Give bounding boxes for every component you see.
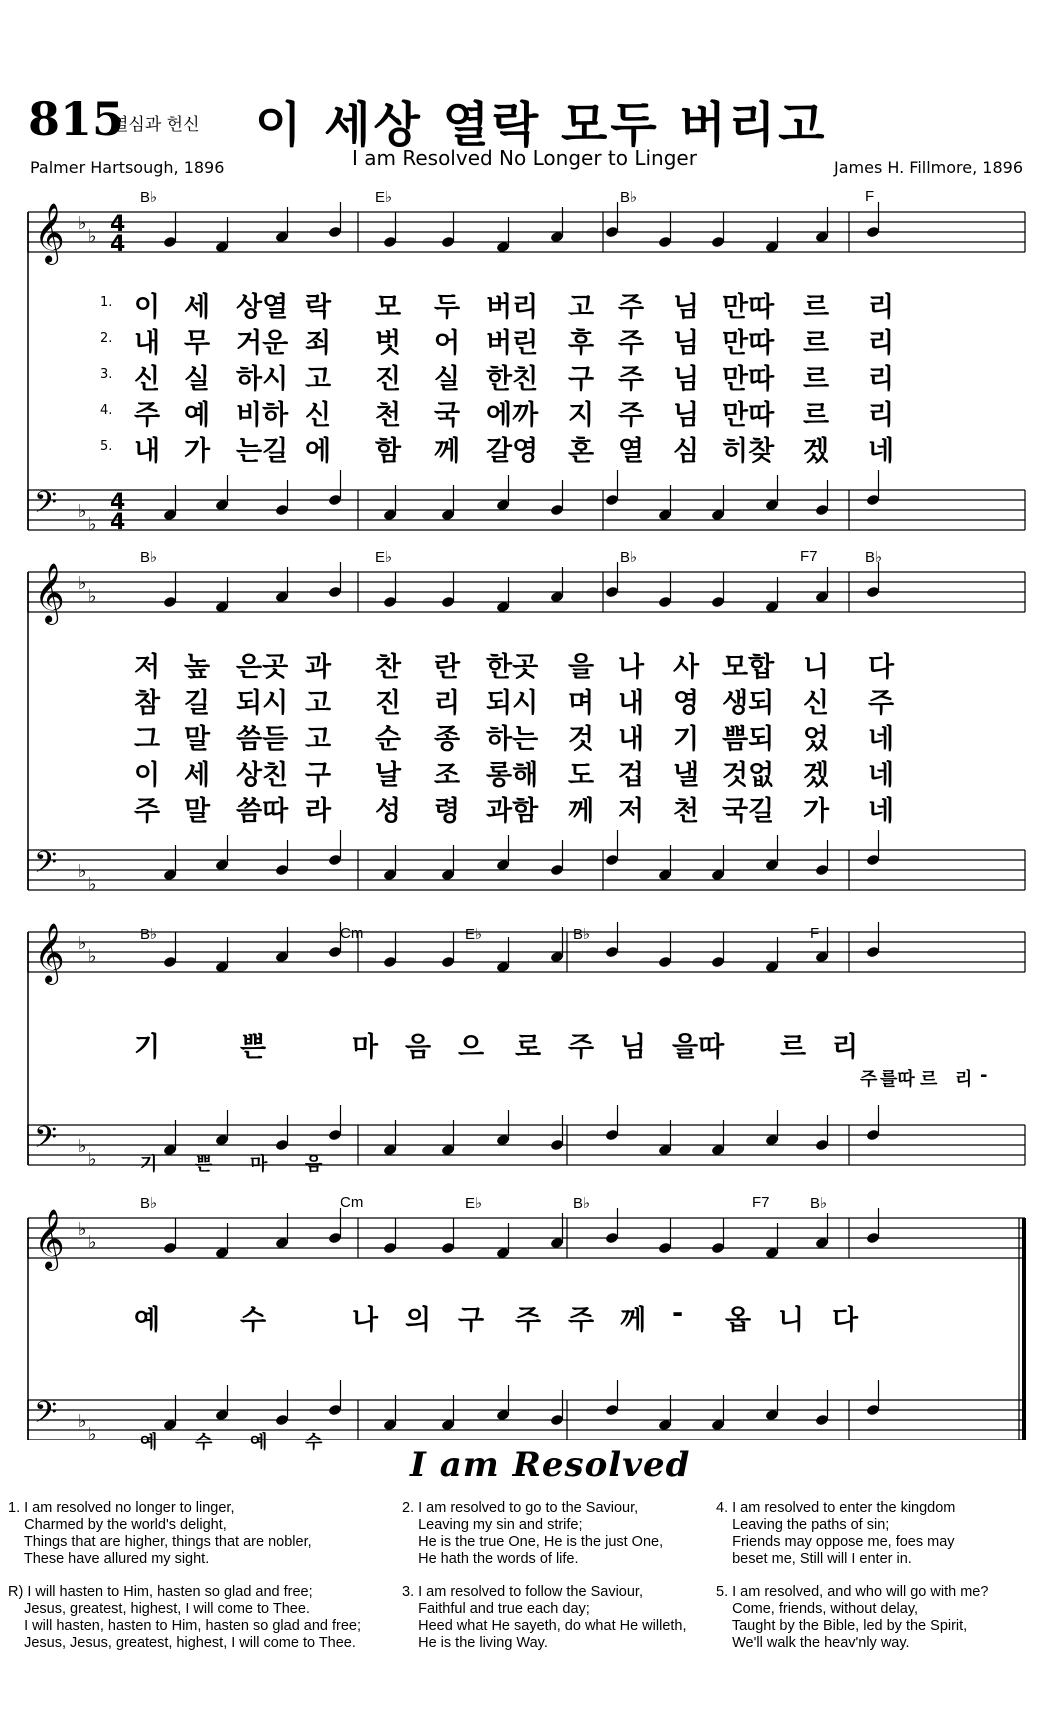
chord-symbol: B♭ [140, 1195, 158, 1212]
refrain2-bass-syllable: 예 [140, 1432, 158, 1453]
lyric-syllable-sys1: 열 [618, 436, 645, 467]
lyric-syllable-sys2: 조 [434, 760, 461, 791]
refrain2-syllable: 수 [240, 1305, 267, 1336]
lyric-syllable-sys2: 내 [618, 688, 645, 719]
key-flat: ♭ [88, 226, 97, 247]
lyric-syllable-sys2: 되시 [236, 688, 289, 719]
lyric-syllable-sys2: 종 [434, 724, 461, 755]
hymn-category: 열심과 헌신 [112, 115, 200, 135]
lyric-syllable-sys2: 세 [184, 760, 211, 791]
lyric-syllable-sys1: 겠 [803, 436, 830, 467]
key-flat: ♭ [88, 1232, 97, 1253]
lyric-syllable-sys1: 지 [568, 400, 595, 431]
refrain-syllable: 음 [405, 1032, 432, 1063]
key-flat: ♭ [78, 501, 87, 522]
refrain-syllable: 로 [515, 1032, 542, 1063]
lyric-syllable-sys1: 고 [568, 292, 595, 323]
refrain-syllable: 르 [780, 1032, 807, 1063]
lyric-syllable-sys1: 후 [568, 328, 595, 359]
lyric-syllable-sys2: 저 [618, 796, 645, 827]
lyric-syllable-sys1: 예 [184, 400, 211, 431]
chord-symbol: B♭ [140, 926, 158, 943]
verse-number: 5. [100, 439, 113, 454]
refrain-syllable: 기 [134, 1032, 161, 1063]
lyric-syllable-sys2: 길 [184, 688, 211, 719]
time-sig-bottom: 4 [110, 510, 126, 535]
lyric-syllable-sys1: 리 [868, 400, 895, 431]
treble-clef: 𝄞 [34, 563, 65, 623]
refrain-syllable: 으 [458, 1032, 485, 1063]
lyric-syllable-sys1: 진 [375, 364, 402, 395]
lyric-syllable-sys1: 주 [618, 292, 645, 323]
refrain-syllable: 주 [568, 1032, 595, 1063]
english-verse-2: 2. I am resolved to go to the Saviour, Leaving my sin and strife; He is the true One, He is the just One, He hath the words of life. [402, 1500, 664, 1567]
key-flat: ♭ [88, 1424, 97, 1440]
lyric-syllable-sys2: 씀듣 [236, 724, 289, 755]
lyric-syllable-sys2: 주 [868, 688, 895, 719]
lyric-syllable-sys2: 과 [305, 652, 332, 683]
lyric-syllable-sys1: 버린 [486, 328, 539, 359]
lyric-syllable-sys2: 영 [673, 688, 700, 719]
lyric-syllable-sys1: 르 [803, 328, 830, 359]
lyric-syllable-sys2: 주 [134, 796, 161, 827]
lyric-syllable-sys2: 은곳 [236, 652, 289, 683]
lyric-syllable-sys2: 나 [618, 652, 645, 683]
refrain2-syllable: 옵 [725, 1305, 752, 1336]
lyric-syllable-sys1: 가 [184, 436, 211, 467]
lyric-syllable-sys1: 만따 [722, 328, 775, 359]
refrain-syllable: 쁜 [240, 1032, 267, 1063]
korean-title: 이 세상 열락 모두 버리고 [255, 97, 828, 153]
lyric-syllable-sys1: 리 [868, 328, 895, 359]
lyric-syllable-sys1: 르 [803, 364, 830, 395]
refrain-bass-syllable-2: 기 [140, 1154, 158, 1175]
lyric-syllable-sys1: 하시 [236, 364, 289, 395]
lyric-syllable-sys1: 국 [434, 400, 461, 431]
lyric-syllable-sys1: 르 [803, 400, 830, 431]
lyric-syllable-sys1: 세 [184, 292, 211, 323]
lyric-syllable-sys1: 실 [434, 364, 461, 395]
refrain-syllable: 님 [620, 1032, 647, 1063]
key-flat: ♭ [78, 1411, 87, 1432]
poet-credit: Palmer Hartsough, 1896 [30, 158, 225, 177]
refrain2-syllable: - [672, 1298, 684, 1329]
chord-symbol: B♭ [573, 926, 591, 943]
key-flat: ♭ [88, 586, 97, 607]
lyric-syllable-sys1: 리 [868, 292, 895, 323]
lyric-syllable-sys2: 다 [868, 652, 895, 683]
lyric-syllable-sys1: 심 [673, 436, 700, 467]
key-flat: ♭ [78, 1136, 87, 1157]
key-flat: ♭ [88, 514, 97, 535]
lyric-syllable-sys1: 주 [618, 364, 645, 395]
lyric-syllable-sys2: 신 [803, 688, 830, 719]
lyric-syllable-sys2: 이 [134, 760, 161, 791]
refrain2-bass-syllable: 수 [195, 1432, 213, 1453]
lyric-syllable-sys2: 고 [305, 688, 332, 719]
lyric-syllable-sys1: 천 [375, 400, 402, 431]
lyric-syllable-sys1: 어 [434, 328, 461, 359]
key-flat: ♭ [78, 933, 87, 954]
lyric-syllable-sys2: 낼 [673, 760, 700, 791]
lyric-syllable-sys2: 진 [375, 688, 402, 719]
lyric-syllable-sys1: 한친 [486, 364, 539, 395]
lyric-syllable-sys2: 겠 [803, 760, 830, 791]
refrain-bass-syllable-2: 마 [250, 1154, 268, 1175]
lyric-syllable-sys1: 만따 [722, 292, 775, 323]
chord-symbol: F7 [752, 1194, 770, 1211]
lyric-syllable-sys2: 것없 [722, 760, 775, 791]
lyric-syllable-sys2: 네 [868, 796, 895, 827]
refrain2-syllable: 주 [568, 1305, 595, 1336]
chord-symbol: F [810, 925, 820, 942]
chord-symbol: B♭ [865, 549, 883, 566]
lyric-syllable-sys1: 네 [868, 436, 895, 467]
lyric-syllable-sys1: 히찾 [722, 436, 775, 467]
refrain2-syllable: 께 [620, 1305, 647, 1336]
lyric-syllable-sys1: 내 [134, 436, 161, 467]
lyric-syllable-sys2: 었 [803, 724, 830, 755]
key-flat: ♭ [78, 1219, 87, 1240]
lyric-syllable-sys1: 주 [618, 328, 645, 359]
lyric-syllable-sys2: 한곳 [486, 652, 539, 683]
composer-credit: James H. Fillmore, 1896 [833, 158, 1023, 177]
lyric-syllable-sys1: 무 [184, 328, 211, 359]
lyric-syllable-sys2: 높 [184, 652, 211, 683]
chord-symbol: Cm [340, 1194, 364, 1211]
lyric-syllable-sys2: 과함 [486, 796, 539, 827]
lyric-syllable-sys2: 말 [184, 796, 211, 827]
lyric-syllable-sys2: 며 [568, 688, 595, 719]
bass-clef: 𝄢 [34, 1121, 58, 1162]
english-heading: I am Resolved [410, 1445, 691, 1485]
lyric-syllable-sys2: 란 [434, 652, 461, 683]
lyric-syllable-sys2: 내 [618, 724, 645, 755]
lyric-syllable-sys1: 르 [803, 292, 830, 323]
key-flat: ♭ [78, 213, 87, 234]
refrain2-bass-syllable: 예 [250, 1432, 268, 1453]
lyric-syllable-sys2: 천 [673, 796, 700, 827]
chord-symbol: E♭ [375, 549, 393, 566]
verse-number: 2. [100, 331, 113, 346]
refrain2-bass-syllable: 수 [305, 1432, 323, 1453]
lyric-syllable-sys1: 고 [305, 364, 332, 395]
lyric-syllable-sys2: 리 [434, 688, 461, 719]
lyric-syllable-sys2: 도 [568, 760, 595, 791]
lyric-syllable-sys1: 상열 [236, 292, 289, 323]
lyric-syllable-sys2: 모합 [722, 652, 775, 683]
refrain-bass-syllable: 를따 [880, 1069, 915, 1090]
lyric-syllable-sys2: 고 [305, 724, 332, 755]
chord-symbol: E♭ [465, 1195, 483, 1212]
refrain2-syllable: 주 [515, 1305, 542, 1336]
refrain-syllable: 을따 [672, 1032, 725, 1063]
lyric-syllable-sys2: 네 [868, 760, 895, 791]
lyric-syllable-sys1: 신 [305, 400, 332, 431]
lyric-syllable-sys1: 락 [305, 292, 332, 323]
lyric-syllable-sys2: 롱해 [486, 760, 539, 791]
hymn-number: 815 [28, 92, 125, 146]
key-flat: ♭ [88, 1149, 97, 1170]
english-verse-1: 1. I am resolved no longer to linger, Charmed by the world's delight, Things that are higher, things that are nobler, These have allured my sight. [8, 1500, 312, 1567]
lyric-syllable-sys2: 기 [673, 724, 700, 755]
lyric-syllable-sys1: 함 [375, 436, 402, 467]
lyric-syllable-sys2: 찬 [375, 652, 402, 683]
chord-symbol: E♭ [375, 189, 393, 206]
key-flat: ♭ [88, 874, 97, 895]
refrain-bass-syllable-2: 쁜 [195, 1154, 213, 1175]
lyric-syllable-sys1: 님 [673, 328, 700, 359]
lyric-syllable-sys2: 겁 [618, 760, 645, 791]
chord-symbol: B♭ [620, 549, 638, 566]
verse-number: 3. [100, 367, 113, 382]
refrain-bass-syllable-2: 음 [305, 1154, 323, 1175]
lyric-syllable-sys2: 령 [434, 796, 461, 827]
lyric-syllable-sys2: 상친 [236, 760, 289, 791]
chord-symbol: B♭ [620, 189, 638, 206]
lyric-syllable-sys1: 신 [134, 364, 161, 395]
treble-clef: 𝄞 [34, 203, 65, 263]
lyric-syllable-sys2: 날 [375, 760, 402, 791]
lyric-syllable-sys1: 갈영 [486, 436, 539, 467]
refrain-bass-syllable: 리 [955, 1069, 973, 1090]
lyric-syllable-sys1: 혼 [568, 436, 595, 467]
lyric-syllable-sys2: 사 [673, 652, 700, 683]
lyric-syllable-sys1: 실 [184, 364, 211, 395]
verse-number: 1. [100, 295, 113, 310]
lyric-syllable-sys1: 비하 [236, 400, 289, 431]
lyric-syllable-sys1: 만따 [722, 400, 775, 431]
lyric-syllable-sys2: 성 [375, 796, 402, 827]
lyric-syllable-sys1: 님 [673, 292, 700, 323]
verse-number: 4. [100, 403, 113, 418]
lyric-syllable-sys1: 내 [134, 328, 161, 359]
english-verse-3: 3. I am resolved to follow the Saviour, Faithful and true each day; Heed what He sayeth, do what He willeth, He is the living Way. [402, 1584, 687, 1651]
lyric-syllable-sys2: 참 [134, 688, 161, 719]
chord-symbol: Cm [340, 925, 364, 942]
lyric-syllable-sys2: 구 [305, 760, 332, 791]
refrain2-syllable: 의 [405, 1305, 432, 1336]
lyric-syllable-sys1: 버리 [486, 292, 539, 323]
refrain-syllable: 리 [832, 1032, 859, 1063]
lyric-syllable-sys2: 순 [375, 724, 402, 755]
refrain2-syllable: 구 [458, 1305, 485, 1336]
lyric-syllable-sys1: 모 [375, 292, 402, 323]
lyric-syllable-sys2: 가 [803, 796, 830, 827]
bass-clef: 𝄢 [34, 846, 58, 887]
lyric-syllable-sys1: 께 [434, 436, 461, 467]
treble-clef: 𝄞 [34, 923, 65, 983]
chord-symbol: B♭ [573, 1195, 591, 1212]
lyric-syllable-sys2: 되시 [486, 688, 539, 719]
lyric-syllable-sys1: 구 [568, 364, 595, 395]
lyric-syllable-sys2: 라 [305, 796, 332, 827]
key-flat: ♭ [78, 861, 87, 882]
lyric-syllable-sys2: 쁨되 [722, 724, 775, 755]
lyric-syllable-sys2: 하는 [486, 724, 539, 755]
refrain-bass-syllable: 르 [920, 1069, 938, 1090]
chord-symbol: F7 [800, 548, 818, 565]
lyric-syllable-sys1: 죄 [305, 328, 332, 359]
time-sig-bottom: 4 [110, 232, 126, 257]
lyric-syllable-sys1: 에 [305, 436, 332, 467]
lyric-syllable-sys2: 니 [803, 652, 830, 683]
lyric-syllable-sys1: 만따 [722, 364, 775, 395]
lyric-syllable-sys2: 께 [568, 796, 595, 827]
refrain2-syllable: 예 [134, 1305, 161, 1336]
refrain-syllable: 마 [352, 1032, 379, 1063]
chord-symbol: B♭ [140, 549, 158, 566]
lyric-syllable-sys1: 에까 [486, 400, 539, 431]
lyric-syllable-sys2: 을 [568, 652, 595, 683]
chord-symbol: B♭ [140, 189, 158, 206]
english-title: I am Resolved No Longer to Linger [352, 146, 697, 170]
lyric-syllable-sys1: 이 [134, 292, 161, 323]
lyric-syllable-sys2: 저 [134, 652, 161, 683]
english-verse-4: 4. I am resolved to enter the kingdom Leaving the paths of sin; Friends may oppose me, foes may beset me, Still will I enter in. [716, 1500, 956, 1567]
lyric-syllable-sys1: 주 [618, 400, 645, 431]
lyric-syllable-sys2: 말 [184, 724, 211, 755]
bass-clef: 𝄢 [34, 1396, 58, 1437]
english-verse-5: 5. I am resolved, and who will go with me? Come, friends, without delay, Taught by the Bible, led by the Spirit, We'll walk the heav'nly way. [716, 1584, 989, 1651]
refrain2-syllable: 다 [832, 1305, 859, 1336]
lyric-syllable-sys2: 네 [868, 724, 895, 755]
time-sig-top: 4 [110, 490, 126, 515]
lyric-syllable-sys1: 는길 [236, 436, 289, 467]
lyric-syllable-sys2: 그 [134, 724, 161, 755]
refrain2-syllable: 니 [778, 1305, 805, 1336]
lyric-syllable-sys2: 생되 [722, 688, 775, 719]
time-sig-top: 4 [110, 212, 126, 237]
lyric-syllable-sys1: 벗 [375, 328, 402, 359]
lyric-syllable-sys1: 주 [134, 400, 161, 431]
refrain-bass-syllable: 주 [860, 1069, 878, 1090]
lyric-syllable-sys1: 님 [673, 400, 700, 431]
lyric-syllable-sys1: 두 [434, 292, 461, 323]
chord-symbol: E♭ [465, 926, 483, 943]
lyric-syllable-sys2: 씀따 [236, 796, 289, 827]
key-flat: ♭ [78, 573, 87, 594]
treble-clef: 𝄞 [34, 1209, 65, 1269]
lyric-syllable-sys1: 님 [673, 364, 700, 395]
chord-symbol: F [865, 188, 875, 205]
lyric-syllable-sys2: 것 [568, 724, 595, 755]
lyric-syllable-sys1: 거운 [236, 328, 289, 359]
key-flat: ♭ [88, 946, 97, 967]
lyric-syllable-sys2: 국길 [722, 796, 775, 827]
refrain2-syllable: 나 [352, 1305, 379, 1336]
english-refrain: R) I will hasten to Him, hasten so glad and free; Jesus, greatest, highest, I will come to Thee. I will hasten, hasten to Him, hasten so glad and free; Jesus, Jesus, greatest, highest, I will come to Thee. [8, 1584, 362, 1651]
refrain-bass-syllable: - [980, 1065, 988, 1086]
chord-symbol: B♭ [810, 1195, 828, 1212]
lyric-syllable-sys1: 리 [868, 364, 895, 395]
bass-clef: 𝄢 [34, 486, 58, 527]
